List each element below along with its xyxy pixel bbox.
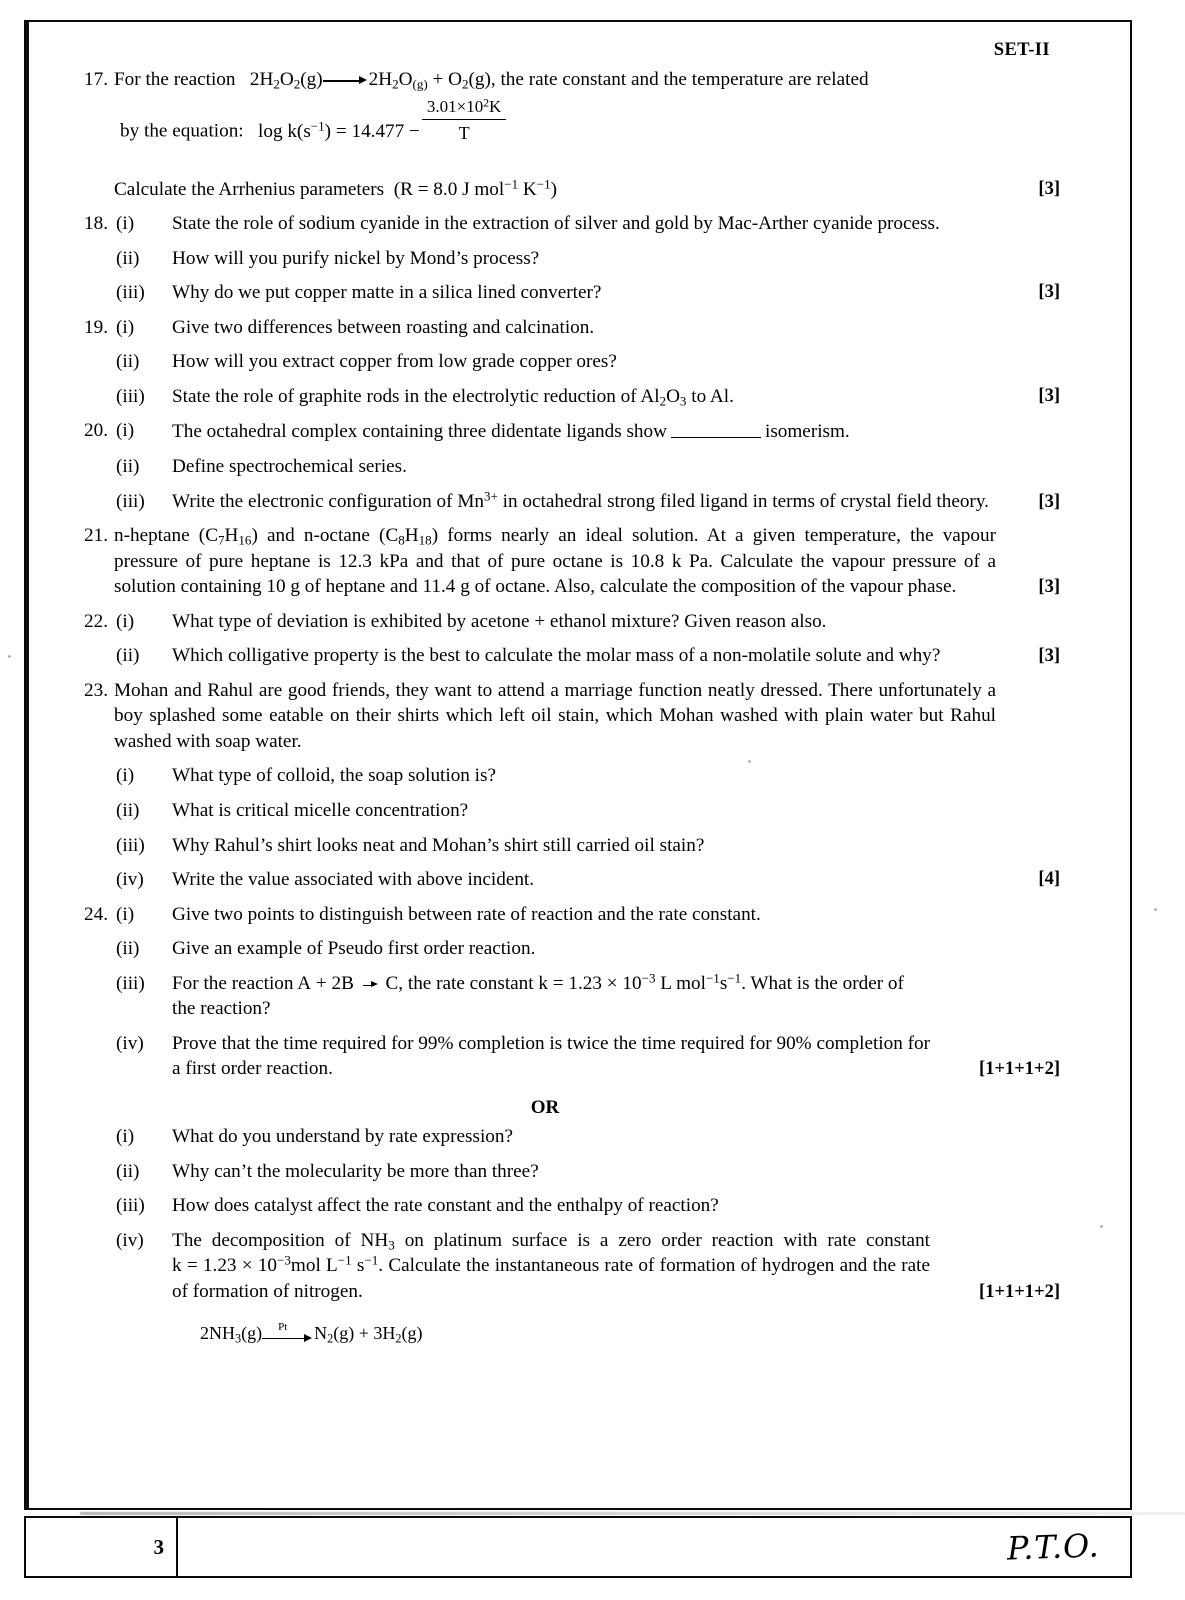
question-22-item-ii-label: (ii) <box>116 645 140 667</box>
question-18-item-iii-label: (iii) <box>116 282 145 304</box>
question-17-reaction-equation: $2H_2O_2(g) 2H_2O_{(g)} + O_2(g)$ <box>240 68 491 92</box>
question-19-item-iii <box>70 384 1060 410</box>
question-22-item-i-text: What type of deviation is exhibited by acetone + ethanol mixture? Given reason also. <box>172 610 827 632</box>
or-item-i-label: (i) <box>116 1126 135 1148</box>
question-23-stem: Mohan and Rahul are good friends, they want to attend a marriage function neatly dressed. There unfortunately a boy splashed some eatable on their shirts which left oil stain, which Mohan washed with plain water but Rahul washed with soap water. <box>114 679 996 752</box>
footer-box <box>24 1516 1132 1578</box>
question-23-item-i <box>70 763 1060 789</box>
page-left-edge-line <box>26 22 29 1510</box>
question-20-item-iii-text: Write the electronic configuration of $Mn^{3+}$ in octahedral strong filed ligand in terms of crystal field theory. <box>172 488 989 512</box>
question-23-item-i-text: What type of colloid, the soap solution is? <box>172 765 496 787</box>
pto-handwritten-note: P.T.O. <box>1006 1526 1101 1568</box>
or-item-ii-label: (ii) <box>116 1160 140 1182</box>
question-19-item-iii-text: State the role of graphite rods in the electrolytic reduction of $Al_2O_3$ to Al. <box>172 385 734 409</box>
question-23-item-iii-text: Why Rahul’s shirt looks neat and Mohan’s shirt still carried oil stain? <box>172 834 705 856</box>
question-23-number: 23. <box>84 679 108 701</box>
question-20-item-ii <box>70 454 1060 480</box>
reaction-arrow-icon <box>323 71 369 90</box>
question-17-line3-row <box>70 177 1060 203</box>
question-23-item-iii <box>70 833 1060 859</box>
question-24-item-iii-text: For the reaction A + 2B C, the rate constant $k = 1.23 \times 10^{-3}$ L $mol^{-1}s^{-1}$. What is the order of the reaction? <box>172 970 904 1020</box>
question-22-marks: [3] <box>1038 646 1060 667</box>
question-23-item-iv <box>70 867 1060 893</box>
question-24-item-i-text: Give two points to distinguish between rate of reaction and the rate constant. <box>172 903 761 925</box>
footer-right-cell <box>178 1518 1130 1576</box>
or-item-iv <box>70 1228 1060 1305</box>
or-final-equation: $2NH_3(g)$ Pt $N_2(g) + 3H_2(g)$ <box>200 1320 423 1346</box>
question-17-fraction-denominator: T <box>458 123 470 144</box>
question-23-item-i-label: (i) <box>116 765 135 787</box>
scan-speck <box>8 655 11 658</box>
question-23-item-ii-text: What is critical micelle concentration? <box>172 800 469 821</box>
question-19-item-ii-label: (ii) <box>116 351 140 373</box>
catalyst-arrow-icon <box>262 1320 314 1346</box>
question-23-item-ii <box>70 798 1060 824</box>
or-item-iv-text: The decomposition of $NH_3$ on platinum surface is a zero order reaction with rate constant $k = 1.23 \times 10^{-3}mol$ $L^{-1}$ $s^{-1}$. Calculate the instantaneous rate of formation of hydrogen and the rate of formation of nitrogen. <box>172 1229 930 1302</box>
question-20-item-ii-label: (ii) <box>116 456 140 478</box>
question-17-body <box>114 67 1002 93</box>
question-17-equation-line <box>120 96 508 157</box>
question-21-text: n-heptane $(C_7H_{16})$ and n-octane $(C_8H_{18})$ forms nearly an ideal solution. At a given temperature, the vapour pressure of pure heptane is 12.3 kPa and that of pure octane is 10.8 k Pa. Calculate the vapour pressure of a solution containing 10 g of heptane and 11.4 g of octane. Also, calculate the composition of the vapour phase. <box>114 525 996 598</box>
question-20-text-before-blank: The octahedral complex containing three didentate ligands show <box>172 421 667 443</box>
question-24-item-iii-label: (iii) <box>116 972 145 994</box>
question-24-item-iv-label: (iv) <box>116 1032 144 1054</box>
question-17-equation-row <box>70 96 1060 157</box>
page-number: 3 <box>26 1518 178 1576</box>
question-17-line3: Calculate the Arrhenius parameters (R = 8.0 J mol$^{-1}$ $K^{-1}$) <box>114 176 558 200</box>
question-19-marks: [3] <box>1038 385 1060 406</box>
or-item-i <box>70 1124 1060 1150</box>
question-24-item-i-label: (i) <box>116 903 135 925</box>
question-24-item-ii-label: (ii) <box>116 938 140 960</box>
question-24-number: 24. <box>84 903 108 925</box>
or-item-ii <box>70 1159 1060 1185</box>
question-18-item-i-text: State the role of sodium cyanide in the extraction of silver and gold by Mac-Arther cyanide process. <box>172 213 940 235</box>
fill-in-blank <box>671 418 761 437</box>
set-label: SET-II <box>993 40 1050 60</box>
or-item-iii <box>70 1193 1060 1219</box>
question-19-item-ii-text: How will you extract copper from low grade copper ores? <box>172 351 617 373</box>
question-20-item-i <box>70 418 1060 445</box>
reaction-arrow-small-icon <box>359 975 381 994</box>
question-17-fraction <box>422 96 506 147</box>
question-17-log-lhs: $\log k(s^{-1}) = 14.477$ − <box>258 118 420 142</box>
question-18-item-iii <box>70 280 1060 306</box>
question-20-number: 20. <box>84 420 108 442</box>
question-18-marks: [3] <box>1038 282 1060 303</box>
question-20-marks: [3] <box>1038 491 1060 512</box>
question-24-item-ii-text: Give an example of Pseudo first order reaction. <box>172 938 536 960</box>
or-item-iii-text: How does catalyst affect the rate constant and the enthalpy of reaction? <box>172 1195 719 1217</box>
question-22-item-i-label: (i) <box>116 610 135 632</box>
question-24-item-ii <box>70 936 1060 962</box>
question-23-item-iv-label: (iv) <box>116 869 144 891</box>
exam-paper-content <box>70 30 1060 1347</box>
question-17-line1-post: , the rate constant and the temperature are related <box>490 68 869 90</box>
question-23-item-iii-label: (iii) <box>116 834 145 856</box>
question-22-item-ii <box>70 643 1060 669</box>
question-20-item-ii-text: Define spectrochemical series. <box>172 456 407 478</box>
question-17 <box>70 67 1060 93</box>
question-22-item-i <box>70 609 1060 635</box>
question-17-fraction-numerator: $3.01\times 10^2K$ <box>422 96 506 121</box>
or-item-iv-label: (iv) <box>116 1229 144 1251</box>
or-item-ii-text: Why can’t the molecularity be more than three? <box>172 1160 539 1182</box>
question-23-marks: [4] <box>1038 869 1060 890</box>
scan-speck <box>1154 908 1157 911</box>
question-21-number: 21. <box>84 525 108 547</box>
question-23-item-iv-text: Write the value associated with above incident. <box>172 869 535 891</box>
question-24-item-iii <box>70 971 1060 1022</box>
question-17-line2-pre: by the equation: <box>120 120 244 142</box>
question-19-number: 19. <box>84 316 108 338</box>
question-22-item-ii-text: Which colligative property is the best to calculate the molar mass of a non-molatile solute and why? <box>172 645 941 667</box>
question-21 <box>70 523 1060 600</box>
question-20-item-i-text <box>172 418 1002 445</box>
question-18-item-ii-label: (ii) <box>116 247 140 269</box>
question-21-marks: [3] <box>1038 577 1060 598</box>
question-24-item-i <box>70 902 1060 928</box>
question-18-item-ii <box>70 246 1060 272</box>
question-24-item-iv <box>70 1031 1060 1082</box>
question-19-item-iii-label: (iii) <box>116 385 145 407</box>
scan-speck <box>1100 1225 1103 1228</box>
question-19-item-i <box>70 315 1060 341</box>
question-20-text-after-blank: isomerism. <box>764 421 850 443</box>
question-23-stem-row <box>70 678 1060 755</box>
or-item-iii-label: (iii) <box>116 1195 145 1217</box>
or-marks: [1+1+1+2] <box>979 1281 1060 1302</box>
question-18-item-ii-text: How will you purify nickel by Mond’s process? <box>172 247 540 269</box>
or-divider: OR <box>530 1096 560 1118</box>
question-20-item-i-label: (i) <box>116 420 135 442</box>
question-22-number: 22. <box>84 610 108 632</box>
question-24-item-iv-text: Prove that the time required for 99% completion is twice the time required for 90% completion for a first order reaction. <box>172 1032 930 1080</box>
question-19-item-i-label: (i) <box>116 316 135 338</box>
question-20-item-iii <box>70 489 1060 515</box>
question-19-item-i-text: Give two differences between roasting and calcination. <box>172 316 595 338</box>
question-17-log-equation <box>248 96 508 157</box>
question-24-marks: [1+1+1+2] <box>979 1059 1060 1080</box>
question-23-item-ii-label: (ii) <box>116 800 140 821</box>
question-19-item-ii <box>70 349 1060 375</box>
question-17-number: 17. <box>84 68 108 90</box>
question-18-item-i-label: (i) <box>116 213 135 235</box>
question-20-item-iii-label: (iii) <box>116 490 145 512</box>
question-18-item-i <box>70 211 1060 237</box>
question-17-line1-pre: For the reaction <box>114 68 236 90</box>
question-18-number: 18. <box>84 213 108 235</box>
question-17-marks: [3] <box>1038 178 1060 199</box>
question-18-item-iii-text: Why do we put copper matte in a silica lined converter? <box>172 282 602 304</box>
scan-smudge-line <box>80 1512 1185 1515</box>
catalyst-label: Pt <box>278 1320 288 1333</box>
or-item-i-text: What do you understand by rate expression? <box>172 1126 514 1148</box>
